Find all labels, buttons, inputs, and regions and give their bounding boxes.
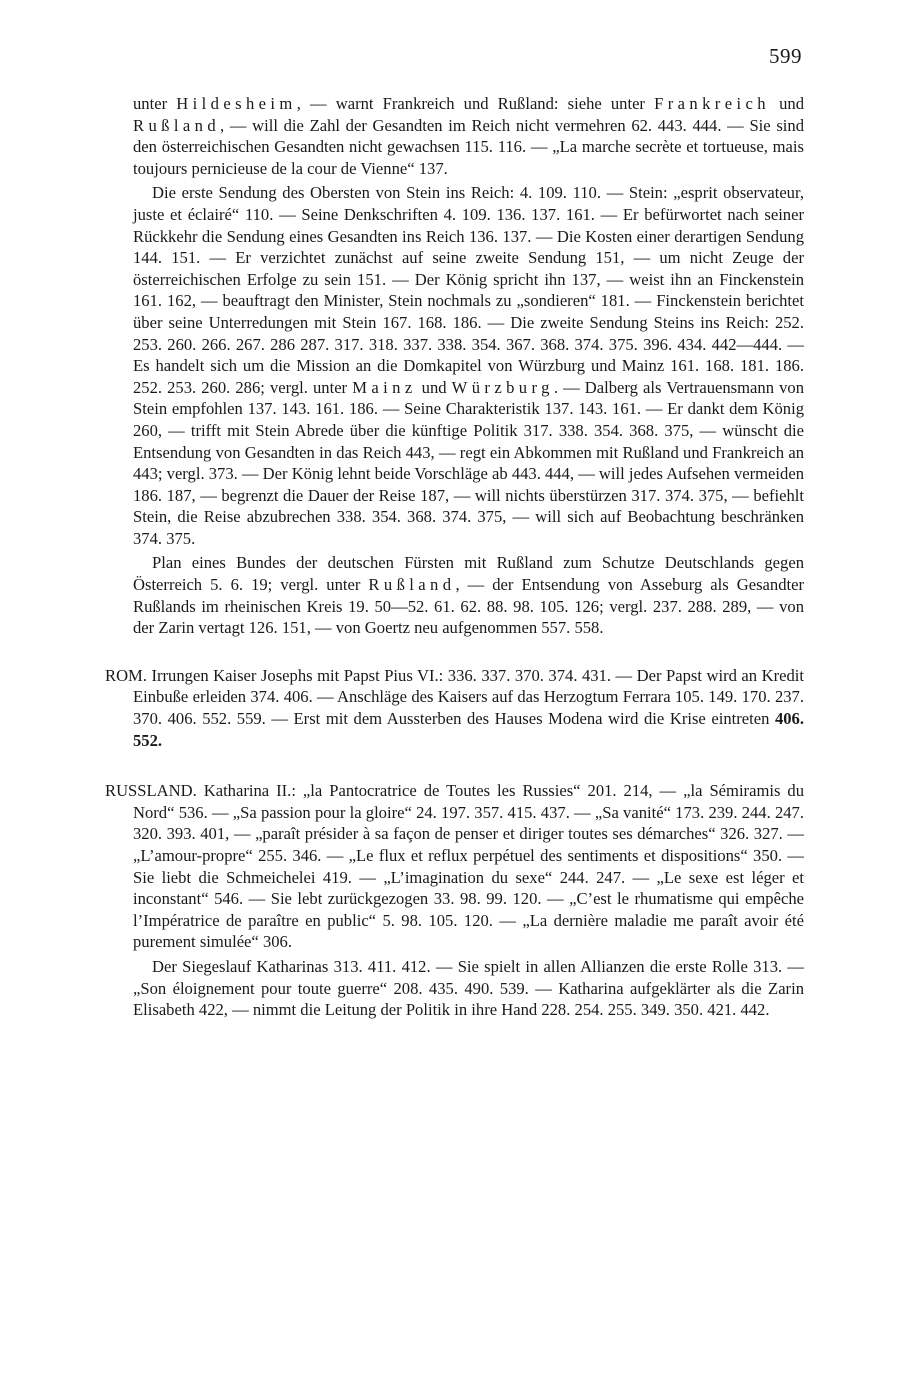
text-segment: Katharina II.: „la Pantocratrice de Toutes les Russies“ 201. 214, — „la Sémiramis du Nord“ 536. — „Sa passion pour la gloire“ 24. 197. 357. 415. 437. — „Sa vanité“ 173. 239. 244. 247. 320. 393. 401, — „paraît présider à sa façon de penser et diriger toutes ses démarches“ 326. 327. — „L’amour-propre“ 255. 346. — „Le flux et reflux perpétuel des sentiments et dispositions“ 350. — Sie liebt die Schmeichelei 419. — „L’imagination du sexe“ 244. 247. — „Le sexe est léger et inconstant“ 546. — Sie lebt zurückgezogen 33. 98. 99. 120. — „C’est le rhumatisme qui empêche l’Impératrice de paraître en public“ 5. 98. 105. 120. — „La dernière maladie me paraît avoir été purement simulée“ 306. [133, 781, 804, 952]
text-segment: , — der Entsendung von Asseburg als Gesandter Rußlands im rheinischen Kreis 19. 50—52. 61. 62. 88. 98. 105. 126; vergl. 237. 288. 289, — von der Zarin vertagt 126. 151, — von Goertz neu aufgenommen 557. 558. [133, 575, 804, 638]
text-segment: , — will die Zahl der Gesandten im Reich nicht vermehren 62. 443. 444. — Sie sind den österreichischen Gesandten nicht gewachsen 115. 116. — „La marche secrète et tortueuse, mais toujours pernicieuse de la cour de Vienne“ 137. [133, 115, 804, 178]
paragraph-stein-mission [133, 182, 804, 549]
index-entry-rom [0, 665, 900, 751]
text-segment: . — Dalberg als Vertrauensmann von Stein empfohlen 137. 143. 161. 186. — Seine Charakteristik 137. 143. 161. — Er dankt dem König 260, — trifft mit Stein Abrede über die künftige Politik 317. 338. 354. 368. 375, — wünscht die Entsendung von Gesandten in das Reich 443, — regt ein Abkommen mit Rußland und Frankreich an 443; vergl. 373. — Der König lehnt beide Vorschläge ab 443. 444, — will jedes Aufsehen vermeiden 186. 187, — begrenzt die Dauer der Reise 187, — will nichts überstürzen 317. 374. 375, — befiehlt Stein, die Reise abzubrechen 338. 354. 368. 374. 375, — will sich auf Beobachtung beschränken 374. 375. [133, 377, 804, 548]
text-segment: und [416, 377, 452, 397]
spaced-term-russland: Rußland [133, 115, 221, 135]
text-segment: Irrungen Kaiser Josephs mit Papst Pius VI.: 336. 337. 370. 374. 431. — Der Papst wird an Kredit Einbuße erleiden 374. 406. — Anschläge des Kaisers auf das Herzogtum Ferrara 105. 149. 170. 237. 370. 406. 552. 559. — Erst mit dem Aussterben des Hauses Modena wird die Krise eintreten [133, 665, 804, 729]
entry-rom-paragraph [105, 665, 804, 751]
paragraph-hildesheim-continuation [133, 93, 804, 179]
spaced-term-hildesheim: Hildesheim [176, 94, 297, 113]
entry-russland-paragraph [105, 780, 804, 953]
spaced-term-russland: Rußland [368, 575, 456, 595]
page-number: 599 [769, 44, 802, 68]
text-segment: Die erste Sendung des Obersten von Stein ins Reich: 4. 109. 110. — Stein: „esprit observateur, juste et éclairé“ 110. — Seine Denkschriften 4. 109. 136. 137. 161. — Er befürwortet nach seiner Rückkehr die Sendung eines Gesandten ins Reich 136. 137. — Die Kosten einer derartigen Sendung 144. 151. — Er verzichtet zunächst auf seine zweite Sendung 151, — um nicht Zeuge der österreichischen Erfolge zu sein 151. — Der König spricht ihn 137, — weist ihn an Finckenstein 161. 162, — beauftragt den Minister, Stein nochmals zu „sondieren“ 181. — Finckenstein berichtet über seine Unterredungen mit Stein 167. 168. 186. — Die zweite Sendung Steins ins Reich: 252. 253. 260. 266. 267. 286 287. 317. 318. 337. 338. 354. 367. 368. 374. 375. 396. 434. 442—444. — Es handelt sich um die Mission an die Domkapitel von Würzburg und Mainz 161. 168. 181. 186. 252. 253. 260. 286; vergl. unter [133, 183, 804, 397]
spaced-term-mainz: Mainz [352, 377, 417, 397]
spaced-term-wuerzburg: Würzburg [451, 377, 554, 397]
text-segment: und [769, 94, 805, 113]
entry-russland-subparagraph [133, 956, 804, 1021]
entry-headword: RUSSLAND. [105, 781, 197, 801]
text-segment: Der Siegeslauf Katharinas 313. 411. 412. — Sie spielt in allen Allianzen die erste Rolle 313. — „Son éloignement pour toute guerre“ 208. 435. 490. 539. — Katharina aufgeklärter als die Zarin Elisabeth 422, — nimmt die Leitung der Politik in ihre Hand 228. 254. 255. 349. 350. 421. 442. [133, 956, 804, 1020]
page-body [0, 93, 900, 1021]
spaced-term-frankreich: Frankreich [654, 94, 770, 113]
index-entry-russland [0, 780, 900, 1021]
bold-page-refs: 406. 552. [133, 709, 804, 750]
text-segment: unter [133, 94, 177, 113]
text-segment: Plan eines Bundes der deutschen Fürsten mit Rußland zum Schutze Deutschlands gegen Österreich 5. 6. 19; vergl. unter [133, 553, 804, 595]
entry-headword: ROM. [105, 665, 147, 685]
text-segment: , — warnt Frankreich und Rußland: siehe unter [296, 94, 655, 113]
paragraph-fuerstenbund-plan [133, 552, 804, 638]
